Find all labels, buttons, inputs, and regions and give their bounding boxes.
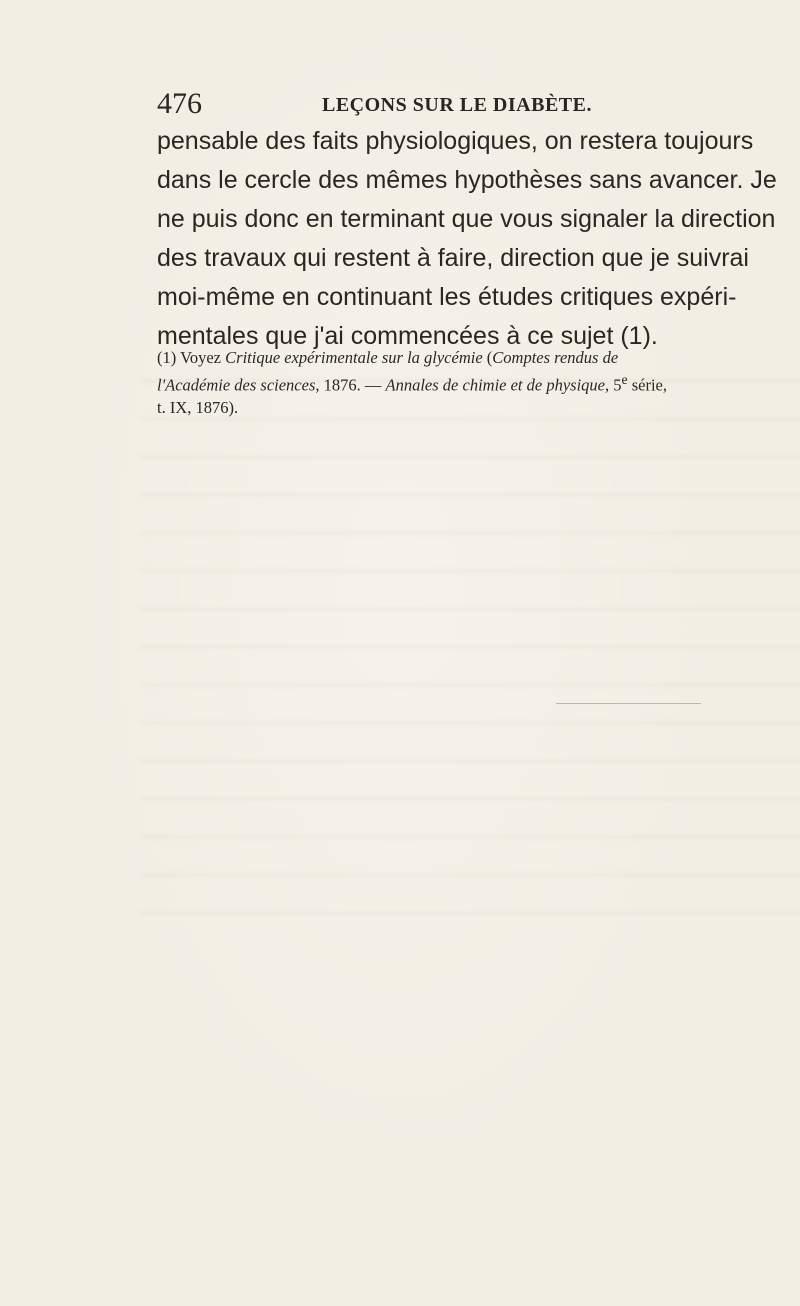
page-number: 476	[157, 87, 202, 120]
footnote-line-2	[157, 369, 668, 397]
body-line: ne puis donc en terminant que vous signaler la direction	[157, 205, 776, 233]
body-line: mentales que j'ai commencées à ce sujet (1).	[157, 322, 658, 350]
footnote-series-rest: série,	[627, 375, 668, 395]
body-paragraph	[157, 122, 777, 356]
footnote-marker: (1) Voyez	[157, 348, 226, 367]
page-header	[157, 84, 627, 124]
show-through-rule	[556, 703, 701, 704]
body-line: des travaux qui restent à faire, direction que je suivrai	[157, 244, 749, 272]
show-through-texture	[140, 380, 800, 940]
footnote-series-sup: e	[621, 372, 628, 387]
footnote-title: Critique expérimentale sur la glycémie	[225, 348, 483, 367]
footnote-source1-cont: l'Académie des sciences	[157, 375, 316, 395]
footnote-line-3: t. IX, 1876).	[157, 397, 239, 417]
footnote	[157, 347, 668, 419]
body-line: pensable des faits physiologiques, on restera toujours	[157, 127, 754, 155]
body-line: moi-même en continuant les études critiques expéri-	[157, 283, 737, 311]
footnote-source1: Comptes rendus de	[492, 348, 619, 367]
footnote-line-1	[157, 347, 627, 369]
footnote-paren: (	[482, 348, 493, 367]
footnote-year: , 1876. —	[315, 375, 386, 395]
footnote-series: , 5	[605, 375, 622, 395]
footnote-source2: Annales de chimie et de physique	[385, 375, 605, 395]
running-title: LEÇONS SUR LE DIABÈTE.	[322, 94, 592, 116]
body-line: dans le cercle des mêmes hypothèses sans avancer. Je	[157, 166, 777, 194]
